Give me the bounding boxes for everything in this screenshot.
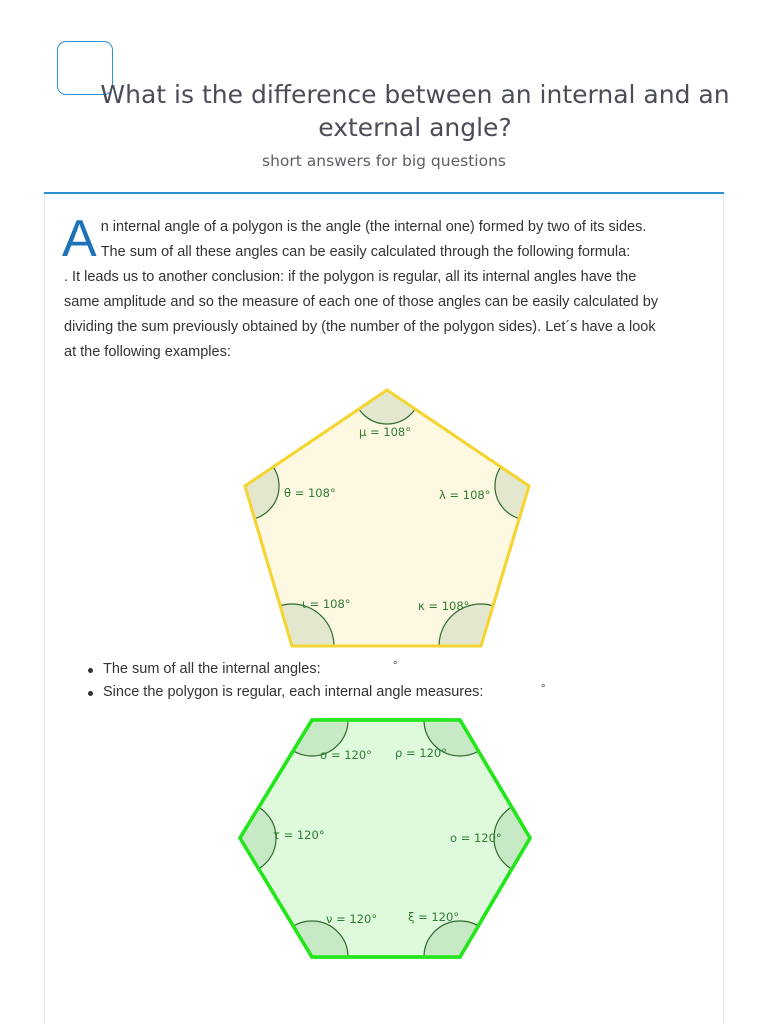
paragraph-line: . It leads us to another conclusion: if the polygon is regular, all its internal angles have the [64,269,637,285]
list-item [86,658,706,681]
angle-label-kappa: κ = 108° [418,599,470,613]
paragraph-line: dividing the sum previously obtained by (the number of the polygon sides). Let´s have a look [64,319,656,335]
bullet-text: The sum of all the internal angles: [103,661,321,677]
page-subtitle: short answers for big questions [262,152,506,170]
angle-label-xi: ξ = 120° [408,910,460,924]
paragraph-line: n internal angle of a polygon is the angle (the internal one) formed by two of its sides. [100,219,647,235]
angle-label-theta: θ = 108° [284,486,336,500]
article-paragraph [62,210,708,365]
page-title: What is the difference between an internal and an external angle? [100,80,730,142]
angle-label-nu: ν = 120° [326,912,378,926]
hexagon-figure [230,710,540,965]
angle-label-rho: ρ = 120° [395,746,447,760]
degree-symbol: ° [541,683,546,695]
pentagon-figure [230,380,540,652]
angle-label-mu: μ = 108° [359,425,411,439]
drop-cap: A [62,210,97,268]
list-item [86,681,706,704]
paragraph-line: same amplitude and so the measure of each one of those angles can be easily calculated by [64,294,659,310]
bullet-text: Since the polygon is regular, each internal angle measures: [103,684,484,700]
angle-label-omicron: ο = 120° [450,831,502,845]
angle-label-tau: τ = 120° [273,828,325,842]
angle-label-lambda: λ = 108° [439,488,491,502]
angle-label-sigma: σ = 120° [320,748,372,762]
bullet-list [86,658,706,704]
paragraph-line: at the following examples: [64,344,231,360]
paragraph-line: The sum of all these angles can be easily calculated through the following formula: [100,244,631,260]
angle-label-iota: ι = 108° [302,597,351,611]
degree-symbol: ° [393,660,398,672]
